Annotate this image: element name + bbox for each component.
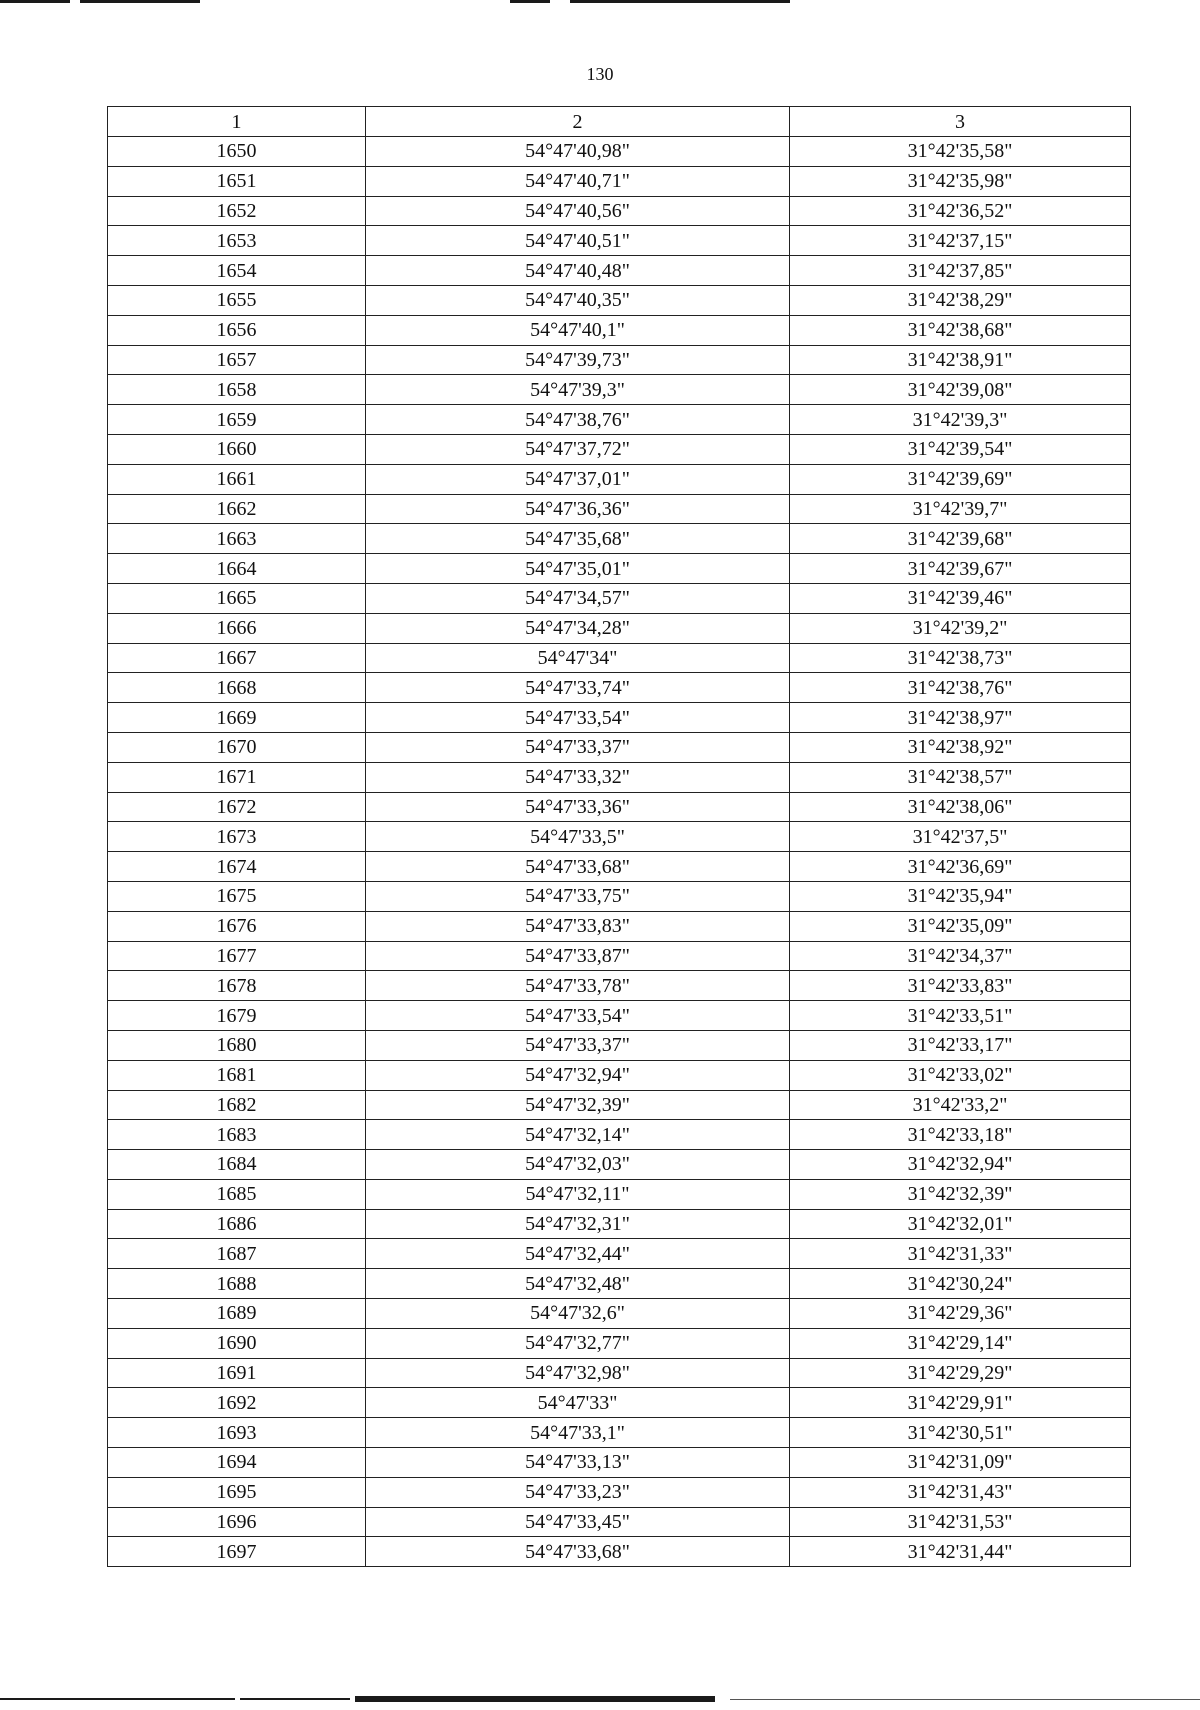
table-row	[108, 1120, 1131, 1150]
cell-point-number: 1655	[108, 285, 366, 315]
table-row	[108, 464, 1131, 494]
cell-latitude: 54°47'40,56"	[366, 196, 790, 226]
cell-latitude: 54°47'32,98"	[366, 1358, 790, 1388]
cell-longitude: 31°42'29,14"	[790, 1328, 1131, 1358]
cell-point-number: 1691	[108, 1358, 366, 1388]
cell-point-number: 1682	[108, 1090, 366, 1120]
cell-latitude: 54°47'39,73"	[366, 345, 790, 375]
cell-latitude: 54°47'35,68"	[366, 524, 790, 554]
cell-latitude: 54°47'32,11"	[366, 1179, 790, 1209]
table-row	[108, 941, 1131, 971]
cell-latitude: 54°47'32,39"	[366, 1090, 790, 1120]
table-row	[108, 1060, 1131, 1090]
cell-longitude: 31°42'37,85"	[790, 256, 1131, 286]
cell-point-number: 1695	[108, 1477, 366, 1507]
table-row	[108, 971, 1131, 1001]
cell-latitude: 54°47'33,23"	[366, 1477, 790, 1507]
cell-longitude: 31°42'39,67"	[790, 554, 1131, 584]
table-row	[108, 1030, 1131, 1060]
cell-longitude: 31°42'30,51"	[790, 1418, 1131, 1448]
cell-point-number: 1660	[108, 434, 366, 464]
cell-point-number: 1685	[108, 1179, 366, 1209]
cell-longitude: 31°42'35,58"	[790, 137, 1131, 167]
cell-latitude: 54°47'32,14"	[366, 1120, 790, 1150]
cell-latitude: 54°47'33,68"	[366, 852, 790, 882]
cell-longitude: 31°42'37,15"	[790, 226, 1131, 256]
table-row	[108, 643, 1131, 673]
cell-latitude: 54°47'34,28"	[366, 613, 790, 643]
table-row	[108, 1507, 1131, 1537]
cell-point-number: 1665	[108, 583, 366, 613]
cell-point-number: 1670	[108, 732, 366, 762]
table-row	[108, 1001, 1131, 1031]
table-row	[108, 1299, 1131, 1329]
cell-longitude: 31°42'39,46"	[790, 583, 1131, 613]
cell-longitude: 31°42'31,44"	[790, 1537, 1131, 1567]
cell-latitude: 54°47'33,68"	[366, 1537, 790, 1567]
scan-edge-mark	[355, 1696, 715, 1702]
cell-latitude: 54°47'33,54"	[366, 1001, 790, 1031]
table-row	[108, 1209, 1131, 1239]
cell-latitude: 54°47'32,77"	[366, 1328, 790, 1358]
cell-longitude: 31°42'38,29"	[790, 285, 1131, 315]
cell-longitude: 31°42'31,33"	[790, 1239, 1131, 1269]
table-row	[108, 166, 1131, 196]
scan-edge-mark	[0, 0, 70, 3]
cell-point-number: 1659	[108, 405, 366, 435]
scan-edge-mark	[80, 0, 200, 3]
cell-longitude: 31°42'34,37"	[790, 941, 1131, 971]
cell-longitude: 31°42'33,51"	[790, 1001, 1131, 1031]
cell-longitude: 31°42'33,2"	[790, 1090, 1131, 1120]
cell-point-number: 1688	[108, 1269, 366, 1299]
cell-latitude: 54°47'33,37"	[366, 732, 790, 762]
cell-latitude: 54°47'33,1"	[366, 1418, 790, 1448]
cell-point-number: 1694	[108, 1448, 366, 1478]
cell-latitude: 54°47'33,83"	[366, 911, 790, 941]
cell-latitude: 54°47'40,71"	[366, 166, 790, 196]
cell-longitude: 31°42'35,98"	[790, 166, 1131, 196]
cell-point-number: 1661	[108, 464, 366, 494]
column-header-point: 1	[108, 107, 366, 137]
table-row	[108, 732, 1131, 762]
table-row	[108, 554, 1131, 584]
table-row	[108, 1269, 1131, 1299]
cell-longitude: 31°42'38,76"	[790, 673, 1131, 703]
cell-longitude: 31°42'30,24"	[790, 1269, 1131, 1299]
cell-latitude: 54°47'34"	[366, 643, 790, 673]
table-row	[108, 1179, 1131, 1209]
cell-longitude: 31°42'32,01"	[790, 1209, 1131, 1239]
table-row	[108, 256, 1131, 286]
cell-longitude: 31°42'31,43"	[790, 1477, 1131, 1507]
cell-longitude: 31°42'38,57"	[790, 762, 1131, 792]
cell-latitude: 54°47'32,44"	[366, 1239, 790, 1269]
cell-longitude: 31°42'39,3"	[790, 405, 1131, 435]
scan-edge-mark	[240, 1698, 350, 1700]
table-row	[108, 375, 1131, 405]
table-row	[108, 1328, 1131, 1358]
cell-point-number: 1671	[108, 762, 366, 792]
cell-point-number: 1678	[108, 971, 366, 1001]
cell-point-number: 1654	[108, 256, 366, 286]
cell-latitude: 54°47'33,74"	[366, 673, 790, 703]
cell-point-number: 1651	[108, 166, 366, 196]
cell-latitude: 54°47'33,32"	[366, 762, 790, 792]
table-row	[108, 1090, 1131, 1120]
cell-longitude: 31°42'36,52"	[790, 196, 1131, 226]
table-row	[108, 673, 1131, 703]
cell-point-number: 1690	[108, 1328, 366, 1358]
cell-point-number: 1683	[108, 1120, 366, 1150]
cell-point-number: 1663	[108, 524, 366, 554]
cell-latitude: 54°47'33"	[366, 1388, 790, 1418]
table-row	[108, 762, 1131, 792]
cell-longitude: 31°42'33,83"	[790, 971, 1131, 1001]
cell-latitude: 54°47'32,6"	[366, 1299, 790, 1329]
table-row	[108, 345, 1131, 375]
table-row	[108, 822, 1131, 852]
table-row	[108, 1448, 1131, 1478]
cell-latitude: 54°47'32,94"	[366, 1060, 790, 1090]
cell-longitude: 31°42'39,7"	[790, 494, 1131, 524]
cell-latitude: 54°47'33,87"	[366, 941, 790, 971]
cell-point-number: 1680	[108, 1030, 366, 1060]
cell-latitude: 54°47'32,03"	[366, 1150, 790, 1180]
cell-latitude: 54°47'32,48"	[366, 1269, 790, 1299]
table-row	[108, 405, 1131, 435]
table-body	[108, 137, 1131, 1567]
cell-latitude: 54°47'40,98"	[366, 137, 790, 167]
cell-longitude: 31°42'32,39"	[790, 1179, 1131, 1209]
cell-latitude: 54°47'34,57"	[366, 583, 790, 613]
table-row	[108, 613, 1131, 643]
cell-latitude: 54°47'40,1"	[366, 315, 790, 345]
cell-longitude: 31°42'38,97"	[790, 703, 1131, 733]
cell-longitude: 31°42'29,36"	[790, 1299, 1131, 1329]
cell-point-number: 1652	[108, 196, 366, 226]
table-row	[108, 285, 1131, 315]
scan-edge-mark	[570, 0, 790, 3]
table-row	[108, 1388, 1131, 1418]
table-row	[108, 881, 1131, 911]
cell-longitude: 31°42'38,91"	[790, 345, 1131, 375]
cell-latitude: 54°47'38,76"	[366, 405, 790, 435]
cell-point-number: 1692	[108, 1388, 366, 1418]
table-row	[108, 1477, 1131, 1507]
coordinates-table	[107, 106, 1131, 1567]
cell-longitude: 31°42'32,94"	[790, 1150, 1131, 1180]
cell-point-number: 1687	[108, 1239, 366, 1269]
cell-longitude: 31°42'37,5"	[790, 822, 1131, 852]
cell-latitude: 54°47'33,75"	[366, 881, 790, 911]
cell-latitude: 54°47'40,35"	[366, 285, 790, 315]
cell-point-number: 1662	[108, 494, 366, 524]
cell-latitude: 54°47'37,01"	[366, 464, 790, 494]
cell-longitude: 31°42'38,92"	[790, 732, 1131, 762]
cell-latitude: 54°47'33,54"	[366, 703, 790, 733]
cell-longitude: 31°42'35,09"	[790, 911, 1131, 941]
cell-point-number: 1677	[108, 941, 366, 971]
cell-longitude: 31°42'35,94"	[790, 881, 1131, 911]
cell-point-number: 1664	[108, 554, 366, 584]
cell-longitude: 31°42'38,06"	[790, 792, 1131, 822]
cell-latitude: 54°47'39,3"	[366, 375, 790, 405]
cell-point-number: 1681	[108, 1060, 366, 1090]
cell-point-number: 1684	[108, 1150, 366, 1180]
cell-point-number: 1668	[108, 673, 366, 703]
cell-latitude: 54°47'33,13"	[366, 1448, 790, 1478]
cell-point-number: 1675	[108, 881, 366, 911]
table-row	[108, 1239, 1131, 1269]
cell-longitude: 31°42'36,69"	[790, 852, 1131, 882]
cell-point-number: 1676	[108, 911, 366, 941]
cell-point-number: 1693	[108, 1418, 366, 1448]
table-row	[108, 434, 1131, 464]
cell-longitude: 31°42'33,17"	[790, 1030, 1131, 1060]
table-row	[108, 1418, 1131, 1448]
cell-latitude: 54°47'35,01"	[366, 554, 790, 584]
table-row	[108, 1537, 1131, 1567]
cell-latitude: 54°47'33,78"	[366, 971, 790, 1001]
cell-latitude: 54°47'37,72"	[366, 434, 790, 464]
column-header-latitude: 2	[366, 107, 790, 137]
cell-longitude: 31°42'39,69"	[790, 464, 1131, 494]
cell-latitude: 54°47'40,48"	[366, 256, 790, 286]
cell-point-number: 1672	[108, 792, 366, 822]
table-row	[108, 494, 1131, 524]
page-number: 130	[586, 64, 614, 84]
cell-latitude: 54°47'32,31"	[366, 1209, 790, 1239]
cell-point-number: 1666	[108, 613, 366, 643]
cell-longitude: 31°42'38,73"	[790, 643, 1131, 673]
cell-point-number: 1656	[108, 315, 366, 345]
cell-latitude: 54°47'33,37"	[366, 1030, 790, 1060]
cell-point-number: 1669	[108, 703, 366, 733]
cell-point-number: 1667	[108, 643, 366, 673]
cell-point-number: 1657	[108, 345, 366, 375]
cell-longitude: 31°42'29,91"	[790, 1388, 1131, 1418]
cell-longitude: 31°42'39,08"	[790, 375, 1131, 405]
scan-edge-mark	[730, 1699, 1200, 1700]
cell-longitude: 31°42'29,29"	[790, 1358, 1131, 1388]
scan-edge-mark	[510, 0, 550, 3]
cell-point-number: 1673	[108, 822, 366, 852]
column-header-longitude: 3	[790, 107, 1131, 137]
scan-edge-mark	[0, 1698, 130, 1700]
header-row	[108, 107, 1131, 137]
table-row	[108, 703, 1131, 733]
cell-point-number: 1650	[108, 137, 366, 167]
cell-longitude: 31°42'39,2"	[790, 613, 1131, 643]
cell-latitude: 54°47'33,5"	[366, 822, 790, 852]
cell-point-number: 1674	[108, 852, 366, 882]
cell-latitude: 54°47'33,45"	[366, 1507, 790, 1537]
table-row	[108, 911, 1131, 941]
table-row	[108, 226, 1131, 256]
cell-latitude: 54°47'40,51"	[366, 226, 790, 256]
cell-longitude: 31°42'33,18"	[790, 1120, 1131, 1150]
table-row	[108, 1358, 1131, 1388]
cell-latitude: 54°47'36,36"	[366, 494, 790, 524]
table-row	[108, 196, 1131, 226]
table-row	[108, 315, 1131, 345]
cell-latitude: 54°47'33,36"	[366, 792, 790, 822]
table-row	[108, 583, 1131, 613]
table-row	[108, 1150, 1131, 1180]
cell-longitude: 31°42'39,54"	[790, 434, 1131, 464]
table-header	[108, 107, 1131, 137]
cell-point-number: 1658	[108, 375, 366, 405]
table-row	[108, 852, 1131, 882]
cell-longitude: 31°42'38,68"	[790, 315, 1131, 345]
cell-longitude: 31°42'39,68"	[790, 524, 1131, 554]
cell-longitude: 31°42'31,09"	[790, 1448, 1131, 1478]
table-row	[108, 524, 1131, 554]
cell-point-number: 1679	[108, 1001, 366, 1031]
cell-point-number: 1689	[108, 1299, 366, 1329]
cell-point-number: 1696	[108, 1507, 366, 1537]
cell-point-number: 1653	[108, 226, 366, 256]
table-row	[108, 137, 1131, 167]
table-row	[108, 792, 1131, 822]
cell-point-number: 1686	[108, 1209, 366, 1239]
cell-longitude: 31°42'31,53"	[790, 1507, 1131, 1537]
cell-point-number: 1697	[108, 1537, 366, 1567]
cell-longitude: 31°42'33,02"	[790, 1060, 1131, 1090]
scan-edge-mark	[125, 1698, 235, 1700]
